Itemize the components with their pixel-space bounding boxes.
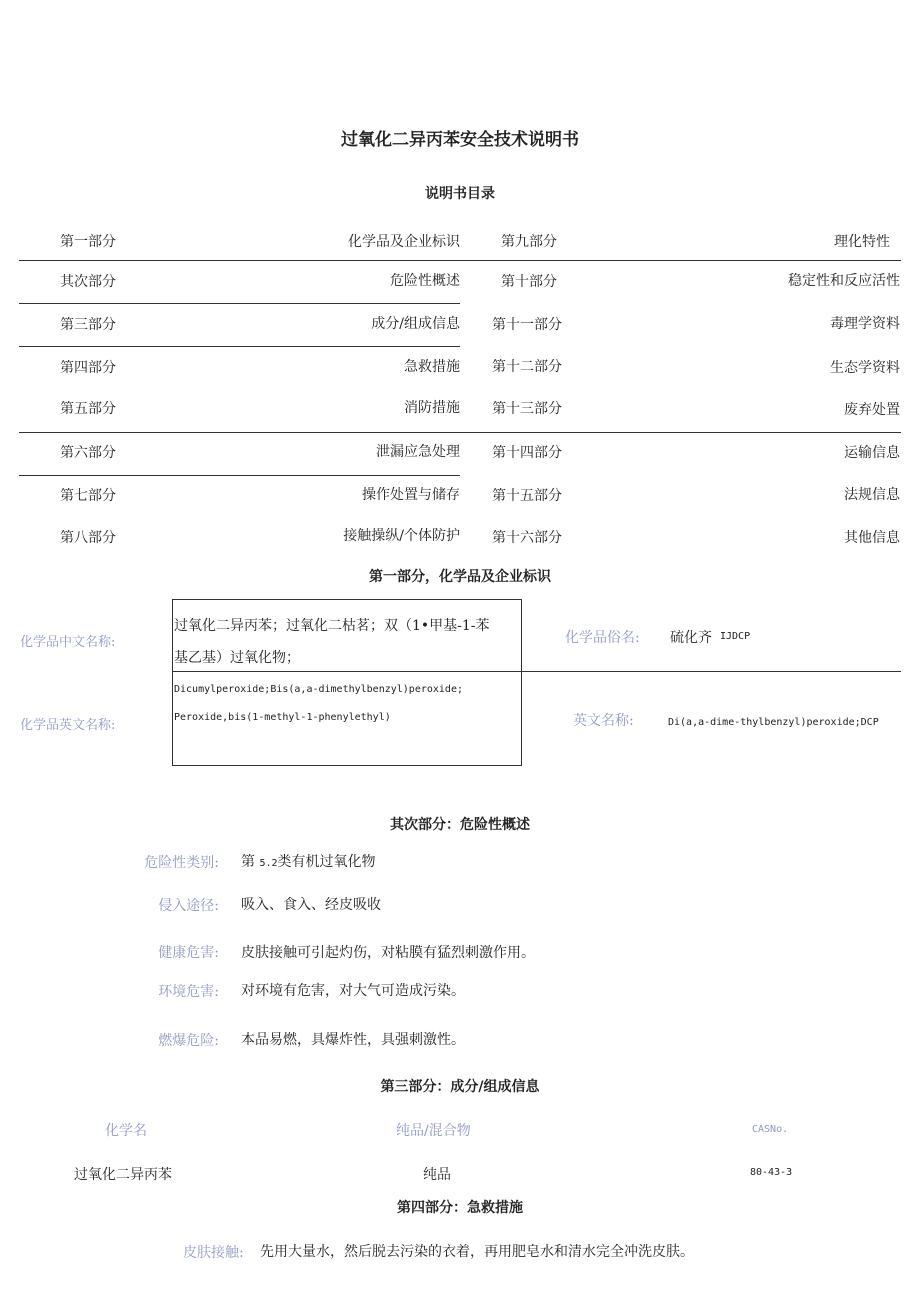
toc-divider	[19, 260, 901, 261]
toc-part-title: 稳定性和反应活性	[788, 273, 900, 289]
skin-contact-label: 皮肤接触:	[183, 1245, 244, 1261]
toc-part-number: 第十二部分	[492, 359, 562, 375]
toc-part-number: 第八部分	[60, 530, 116, 546]
toc-divider	[19, 432, 901, 433]
cas-number-cell: 80-43-3	[750, 1167, 793, 1178]
toc-part-title: 成分/组成信息	[371, 316, 460, 332]
toc-part-title: 危险性概述	[390, 273, 460, 289]
toc-part-title: 泄漏应急处理	[376, 444, 460, 460]
hazard-class-number: 5.2	[259, 858, 278, 869]
toc-part-title: 法规信息	[844, 487, 900, 503]
toc-part-title: 接触操纵/个体防护	[343, 528, 460, 544]
toc-part-number: 第十一部分	[492, 317, 562, 333]
pure-mixture-cell: 纯品	[423, 1167, 451, 1183]
toc-part-title: 化学品及企业标识	[348, 234, 460, 250]
common-name-label: 化学品俗名:	[565, 630, 640, 646]
en-alias-label: 英文名称:	[573, 713, 634, 729]
toc-part-title: 消防措施	[404, 400, 460, 416]
hazard-value: 吸入、食入、经皮吸收	[241, 897, 381, 913]
cn-name-value: 基乙基）过氧化物；	[174, 650, 300, 666]
toc-part-number: 第三部分	[60, 317, 116, 333]
toc-divider	[19, 475, 460, 476]
toc-divider	[19, 303, 460, 304]
toc-part-title: 生态学资料	[830, 360, 900, 376]
document-title: 过氧化二异丙苯安全技术说明书	[341, 130, 579, 150]
hazard-label: 燃爆危险:	[158, 1033, 219, 1049]
hazard-value-suffix: 类有机过氧化物	[277, 854, 376, 870]
col-header-pure-mixture: 纯品/混合物	[396, 1123, 471, 1139]
en-name-label: 化学品英文名称:	[20, 718, 116, 733]
toc-part-number: 其次部分	[60, 274, 116, 290]
toc-part-number: 第九部分	[501, 234, 557, 250]
toc-part-number: 第七部分	[60, 488, 116, 504]
hazard-label: 侵入途径:	[158, 898, 219, 914]
skin-contact-value: 先用大量水，然后脱去污染的衣着，再用肥皂水和清水完全冲洗皮肤。	[260, 1244, 694, 1260]
toc-part-title: 其他信息	[844, 530, 900, 546]
section3-heading: 第三部分：成分/组成信息	[380, 1079, 540, 1095]
en-alias-value: Di(a,a-dime-thylbenzyl)peroxide;DCP	[668, 717, 879, 728]
common-name-value: 硫化齐	[670, 630, 712, 646]
toc-divider	[19, 346, 460, 347]
section2-heading: 其次部分：危险性概述	[390, 817, 530, 833]
hazard-label: 环境危害:	[158, 984, 219, 1000]
cn-name-value: 过氧化二异丙苯；过氧化二枯茗；双（1•甲基-1-苯	[174, 618, 490, 634]
hazard-label: 健康危害:	[158, 945, 219, 961]
col-header-cas: CASNo.	[752, 1124, 789, 1135]
toc-part-title: 操作处置与储存	[362, 487, 460, 503]
toc-part-number: 第十四部分	[492, 445, 562, 461]
chemical-name-cell: 过氧化二异丙苯	[74, 1167, 172, 1183]
toc-part-title: 理化特性	[834, 234, 890, 250]
hazard-label: 危险性类别:	[144, 855, 219, 871]
toc-part-title: 废弃处置	[844, 402, 900, 418]
section1-heading: 第一部分，化学品及企业标识	[369, 569, 551, 585]
toc-part-number: 第十五部分	[492, 488, 562, 504]
toc-heading: 说明书目录	[425, 186, 495, 202]
toc-part-number: 第一部分	[60, 234, 116, 250]
en-name-value: Dicumylperoxide;Bis(a,a-dimethylbenzyl)peroxide;	[174, 684, 463, 695]
hazard-value: 本品易燃，具爆炸性，具强刺激性。	[241, 1032, 465, 1048]
hazard-value-prefix: 第	[241, 854, 255, 870]
identification-divider	[172, 671, 901, 672]
col-header-chemical-name: 化学名	[105, 1123, 147, 1139]
hazard-value: 皮肤接触可引起灼伤，对粘膜有猛烈刺激作用。	[241, 945, 535, 961]
cn-name-label: 化学品中文名称:	[20, 635, 116, 650]
section4-heading: 第四部分：急救措施	[397, 1200, 523, 1216]
toc-part-title: 毒理学资料	[830, 316, 900, 332]
toc-part-number: 第五部分	[60, 401, 116, 417]
toc-part-number: 第四部分	[60, 360, 116, 376]
common-name-suffix: IJDCP	[720, 631, 751, 642]
toc-part-number: 第十部分	[501, 274, 557, 290]
toc-part-title: 运输信息	[844, 445, 900, 461]
toc-part-title: 急救措施	[404, 359, 460, 375]
toc-part-number: 第六部分	[60, 445, 116, 461]
hazard-value	[241, 851, 376, 871]
en-name-value: Peroxide,bis(1-methyl-1-phenylethyl)	[174, 712, 391, 723]
toc-part-number: 第十三部分	[492, 401, 562, 417]
hazard-value: 对环境有危害，对大气可造成污染。	[241, 983, 465, 999]
toc-part-number: 第十六部分	[492, 530, 562, 546]
